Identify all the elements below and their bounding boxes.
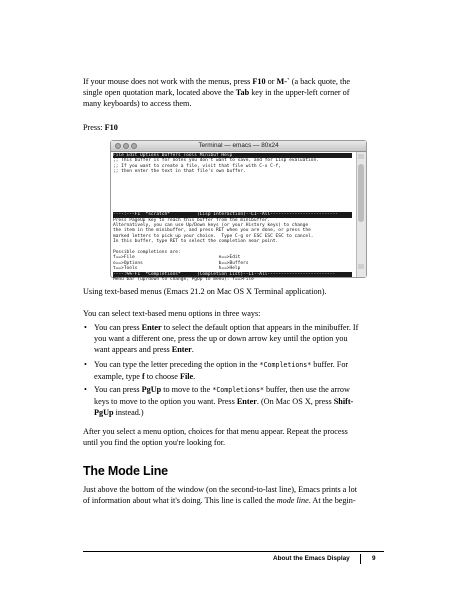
- bullet-dot: •: [84, 385, 87, 394]
- terminal-inverse-line: File Edit Options Buffers Tools Minibuf Help: [113, 153, 352, 158]
- terminal-line: Alternatively, you can use Up/Down keys (or your History keys) to change: [113, 223, 309, 229]
- terminal-line: marked letters to pick up your choice. Type C-g or ESC ESC ESC to cancel.: [113, 233, 314, 239]
- terminal-line: In this buffer, type RET to select the completion near point.: [113, 239, 279, 245]
- running-footer: About the Emacs Display: [273, 555, 350, 562]
- bullet-item-letter: You can type the letter preceding the option in the *Completions* buffer. For example, type f to choose File.: [94, 360, 349, 382]
- scroll-up-arrow-icon: [358, 154, 364, 159]
- terminal-inverse-line: ----:---F1 *scratch* (Lisp Interaction)--L1--All-------------------------: [113, 212, 352, 217]
- terminal-line: Possible completions are:: [113, 250, 181, 256]
- press-line: Press: F10: [83, 123, 118, 132]
- bullet-dot: •: [84, 323, 87, 332]
- after-paragraph: After you select a menu option, choices for that menu appear. Repeat the process until you find the option you're looking for.: [83, 427, 348, 448]
- terminal-line: f==>File e==>Edit: [113, 255, 241, 261]
- terminal-line: the item in the minibuffer, and press RET when you are done, or press the: [113, 228, 311, 234]
- terminal-line: ;; This buffer is for notes you don't want to save, and for Lisp evaluation.: [113, 158, 319, 164]
- footer-separator: [360, 554, 361, 564]
- scrollbar-thumb: [358, 164, 364, 222]
- terminal-line: ;; then enter the text in that file's own buffer.: [113, 169, 246, 175]
- intro-paragraph: [83, 76, 383, 110]
- bullet-dot: •: [84, 360, 87, 369]
- terminal-scrollbar: [356, 152, 366, 277]
- mode-line-paragraph: Just above the bottom of the window (on the second-to-last line), Emacs prints a lot of information about what it's doing. This line is called the mode line. At the begin-: [83, 485, 357, 506]
- terminal-line: ;; If you want to create a file, visit that file with C-x C-f,: [113, 163, 281, 169]
- terminal-line: t==>Tools h==>Help: [113, 266, 241, 272]
- page-number: 9: [372, 555, 376, 562]
- footer-rule: [83, 551, 384, 552]
- terminal-title: Terminal — emacs — 80x24: [198, 142, 279, 149]
- terminal-content: [113, 153, 352, 282]
- figure-caption: Using text-based menus (Emacs 21.2 on Mac OS X Terminal application).: [83, 287, 327, 296]
- intro-line-2: single open quotation mark, located above the Tab key in the upper-left corner of: [83, 88, 350, 98]
- terminal-line: Menu bar (up/down to change, PgUp to menu): f==>File: [113, 276, 254, 282]
- terminal-title-bar: [111, 141, 366, 152]
- scroll-down-arrow-icon: [358, 264, 364, 269]
- intro-line-3: many keyboards) to access them.: [83, 99, 192, 109]
- terminal-line: o==>Options b==>Buffers: [113, 260, 249, 266]
- intro-line-1: If your mouse does not work with the menus, press F10 or M-` (a back quote, the: [83, 77, 350, 86]
- terminal-inverse-line: ----:%%-F1 *Completions* (Completion List)--L1--All-------------------------: [113, 272, 352, 277]
- options-intro: You can select text-based menu options in three ways:: [83, 309, 261, 318]
- bullet-item-enter: You can press Enter to select the default option that appears in the minibuffer. If you want a different one, press the up or down arrow key until the option you want appears and press Enter.: [94, 323, 359, 355]
- terminal-window: [110, 140, 367, 282]
- bullet-item-pgup: You can press PgUp to move to the *Completions* buffer, then use the arrow keys to move to the option you want. Press Enter. (On Mac OS X, press Shift- PgUp instead.): [94, 385, 354, 418]
- terminal-line: Press PageUp key to reach this buffer from the minibuffer.: [113, 217, 271, 223]
- section-heading: The Mode Line: [83, 464, 168, 478]
